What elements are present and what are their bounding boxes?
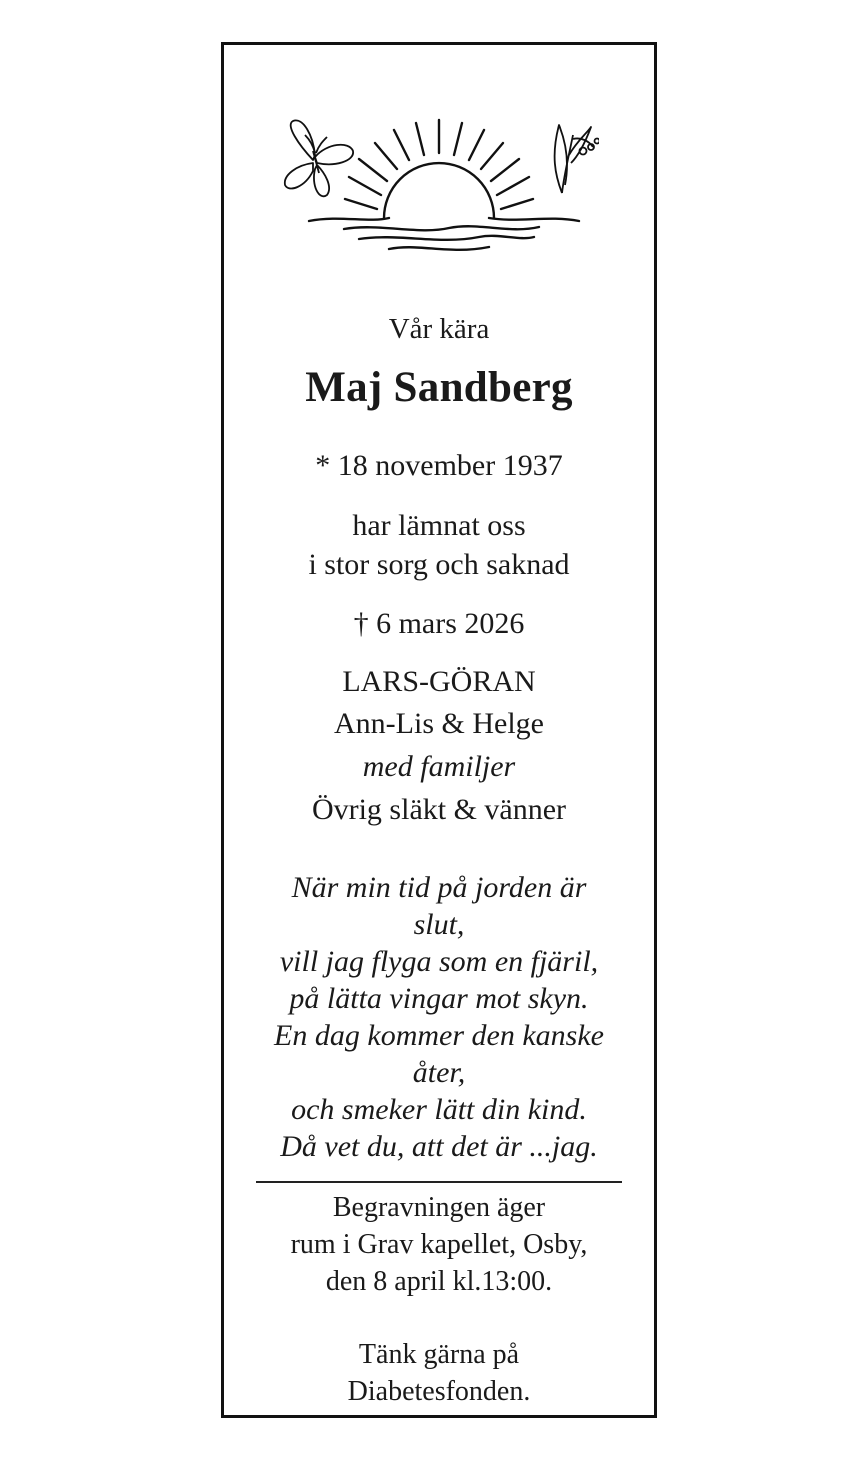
mourner-line: LARS-GÖRAN: [342, 665, 536, 698]
passing-line: har lämnat oss: [352, 509, 526, 542]
poem-line: vill jag flyga som en fjäril,: [279, 945, 599, 978]
poem-line: Då vet du, att det är ...jag.: [280, 1130, 598, 1163]
divider: [256, 1181, 622, 1183]
funeral-info: [224, 1189, 654, 1300]
mourner-line: Ann-Lis & Helge: [334, 707, 544, 740]
birth-date: * 18 november 1937: [315, 449, 563, 482]
funeral-line: Begravningen äger: [332, 1192, 546, 1223]
donation-line: Diabetesfonden.: [347, 1376, 531, 1407]
donation-info: [224, 1336, 654, 1410]
passing-line: i stor sorg och saknad: [308, 548, 570, 581]
lily-of-the-valley-icon: [555, 125, 599, 193]
sunset-over-water-icon: [309, 120, 579, 250]
poem-line: och smeker lätt din kind.: [291, 1093, 587, 1126]
poem-line: slut,: [413, 908, 465, 941]
obituary-notice: [221, 42, 657, 1418]
funeral-line: den 8 april kl.13:00.: [325, 1266, 553, 1297]
funeral-line: rum i Grav kapellet, Osby,: [290, 1229, 588, 1260]
poem-line: åter,: [412, 1056, 466, 1089]
poem: [239, 869, 639, 1165]
poem-line: En dag kommer den kanske: [274, 1019, 604, 1052]
butterfly-icon: [285, 120, 353, 196]
donation-line: Tänk gärna på: [358, 1339, 520, 1370]
mourner-line: Övrig släkt & vänner: [311, 793, 567, 826]
poem-line: När min tid på jorden är: [291, 871, 587, 904]
deceased-name: Maj Sandberg: [305, 364, 573, 411]
poem-line: på lätta vingar mot skyn.: [289, 982, 589, 1015]
mourner-line: med familjer: [362, 750, 516, 783]
intro-text: Vår kära: [388, 313, 490, 345]
death-date: † 6 mars 2026: [353, 607, 525, 640]
emblem: [279, 115, 599, 265]
